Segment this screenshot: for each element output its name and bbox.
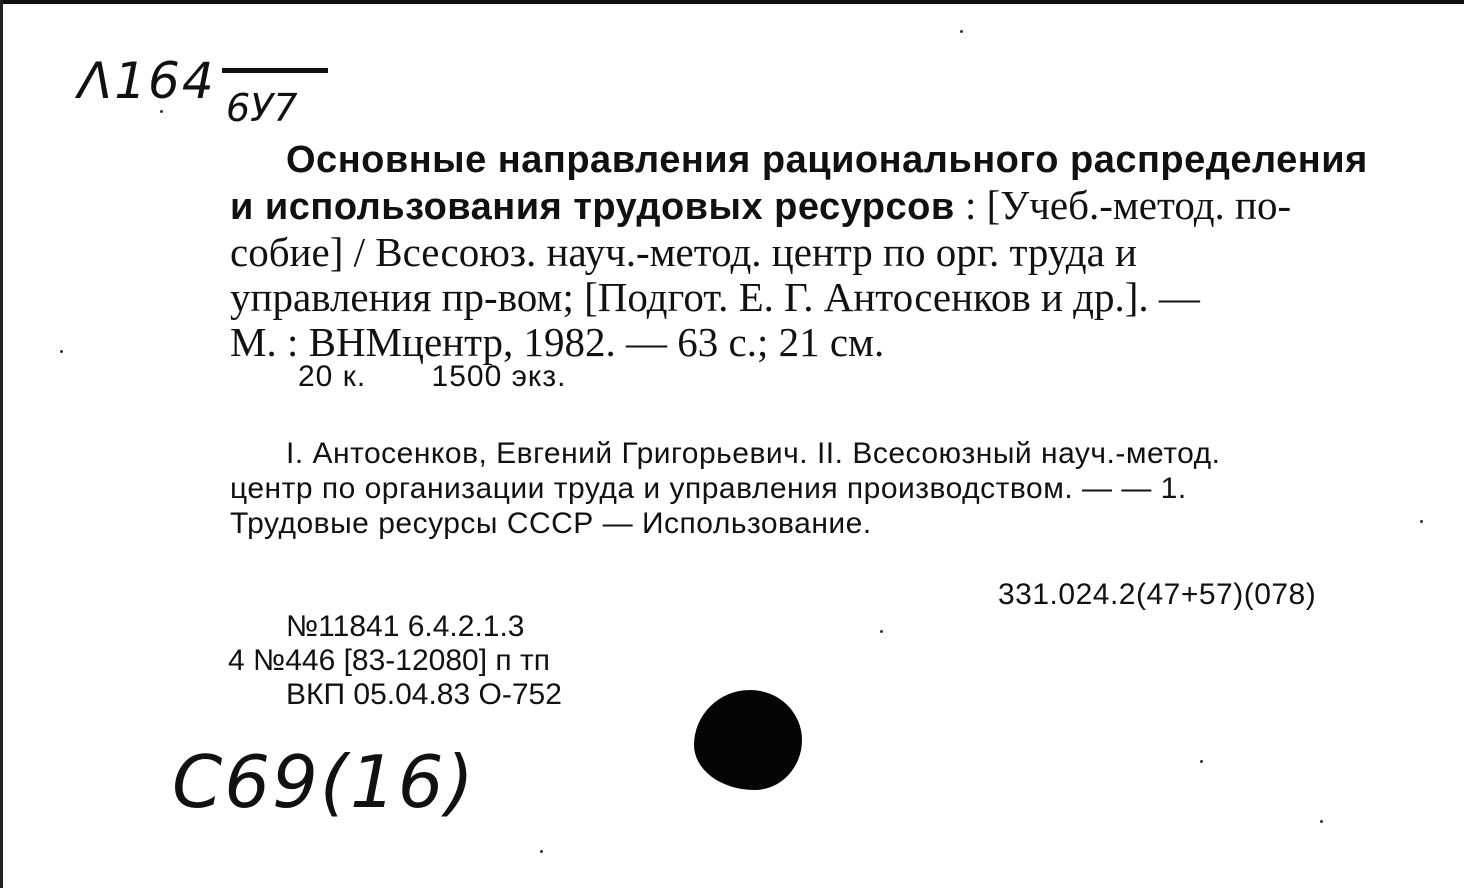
handwritten-call-number: С69(16) [172, 740, 476, 824]
print-run: 1500 экз. [431, 360, 567, 393]
price-and-print-run [298, 360, 622, 394]
title-line: Основные направления рационального распределения [286, 139, 1368, 181]
tracing-line: I. Антосенков, Евгений Григорьевич. II. Всесоюзный науч.-метод. [286, 437, 1221, 470]
tech-line: 4 №446 [83-12080] п тп [228, 644, 550, 677]
description-line: управления пр-вом; [Подгот. Е. Г. Антосенков и др.]. — [230, 274, 1200, 320]
speck [960, 30, 963, 33]
speck [60, 350, 63, 353]
speck [880, 630, 883, 633]
card-left-edge [0, 0, 3, 888]
card-top-edge [0, 0, 1464, 4]
udc-classification: 331.024.2(47+57)(078) [998, 578, 1317, 611]
title-line: и использования трудовых ресурсов : [Учеб.-метод. по- [230, 182, 1292, 228]
speck [1420, 520, 1423, 523]
tracing-line: Трудовые ресурсы СССР — Использование. [230, 507, 872, 540]
handwritten-shelf-subcode: 6У7 [226, 86, 298, 130]
technical-data [228, 610, 562, 712]
shelf-code-fraction-bar [222, 68, 328, 73]
tech-line: №11841 6.4.2.1.3 [286, 610, 525, 643]
punch-hole [694, 690, 802, 790]
speck [1320, 820, 1323, 823]
bibliographic-description [230, 136, 1392, 365]
subject-tracings [230, 436, 1392, 541]
handwritten-shelf-code: Λ164 [78, 52, 216, 110]
imprint-line: М. : ВНМцентр, 1982. — 63 с.; 21 см. [230, 319, 885, 365]
tracing-line: центр по организации труда и управления производством. — — 1. [230, 472, 1187, 505]
speck [160, 110, 163, 113]
description-line: собие] / Всесоюз. науч.-метод. центр по орг. труда и [230, 229, 1137, 275]
speck [1200, 760, 1203, 763]
speck [540, 850, 543, 853]
tech-line: ВКП 05.04.83 О-752 [286, 678, 562, 711]
price: 20 к. [298, 360, 367, 393]
